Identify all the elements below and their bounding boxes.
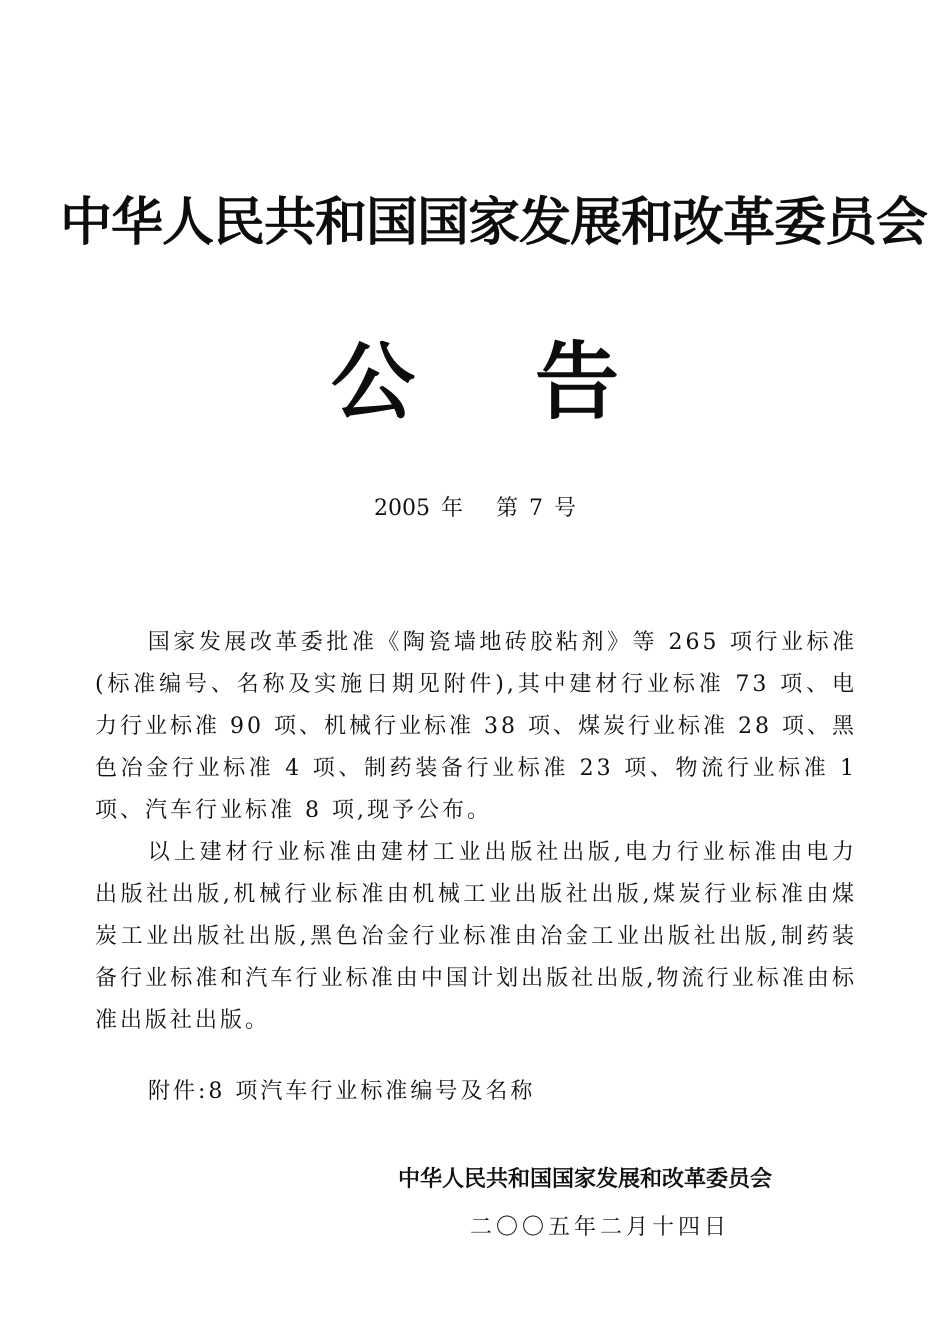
announcement-body [95,622,857,1042]
signature-date: 二〇〇五年二月十四日 [470,1215,731,1240]
signature-issuer: 中华人民共和国国家发展和改革委员会 [398,1167,773,1192]
body-paragraph: 以上建材行业标准由建材工业出版社出版,电力行业标准由电力出版社出版,机械行业标准由机械工业出版社出版,煤炭行业标准由煤炭工业出版社出版,黑色冶金行业标准由冶金工业出版社出版,制药装备行业标准和汽车行业标准由中国计划出版社出版,物流行业标准由标准出版社出版。 [95,840,857,1033]
issuer-title: 中华人民共和国国家发展和改革委员会 [60,193,928,253]
attachment-note: 附件:8 项汽车行业标准编号及名称 [148,1079,536,1104]
document-type-heading: 公告 [330,333,739,431]
body-paragraph: 国家发展改革委批准《陶瓷墙地砖胶粘剂》等 265 项行业标准(标准编号、名称及实施日期见附件),其中建材行业标准 73 项、电力行业标准 90 项、机械行业标准 38 项、煤炭行业标准 28 项、黑色冶金行业标准 4 项、制药装备行业标准 23 项、物流行业标准 1 项、汽车行业标准 8 项,现予公布。 [95,630,857,823]
document-number: 2005 年 第 7 号 [374,496,576,521]
